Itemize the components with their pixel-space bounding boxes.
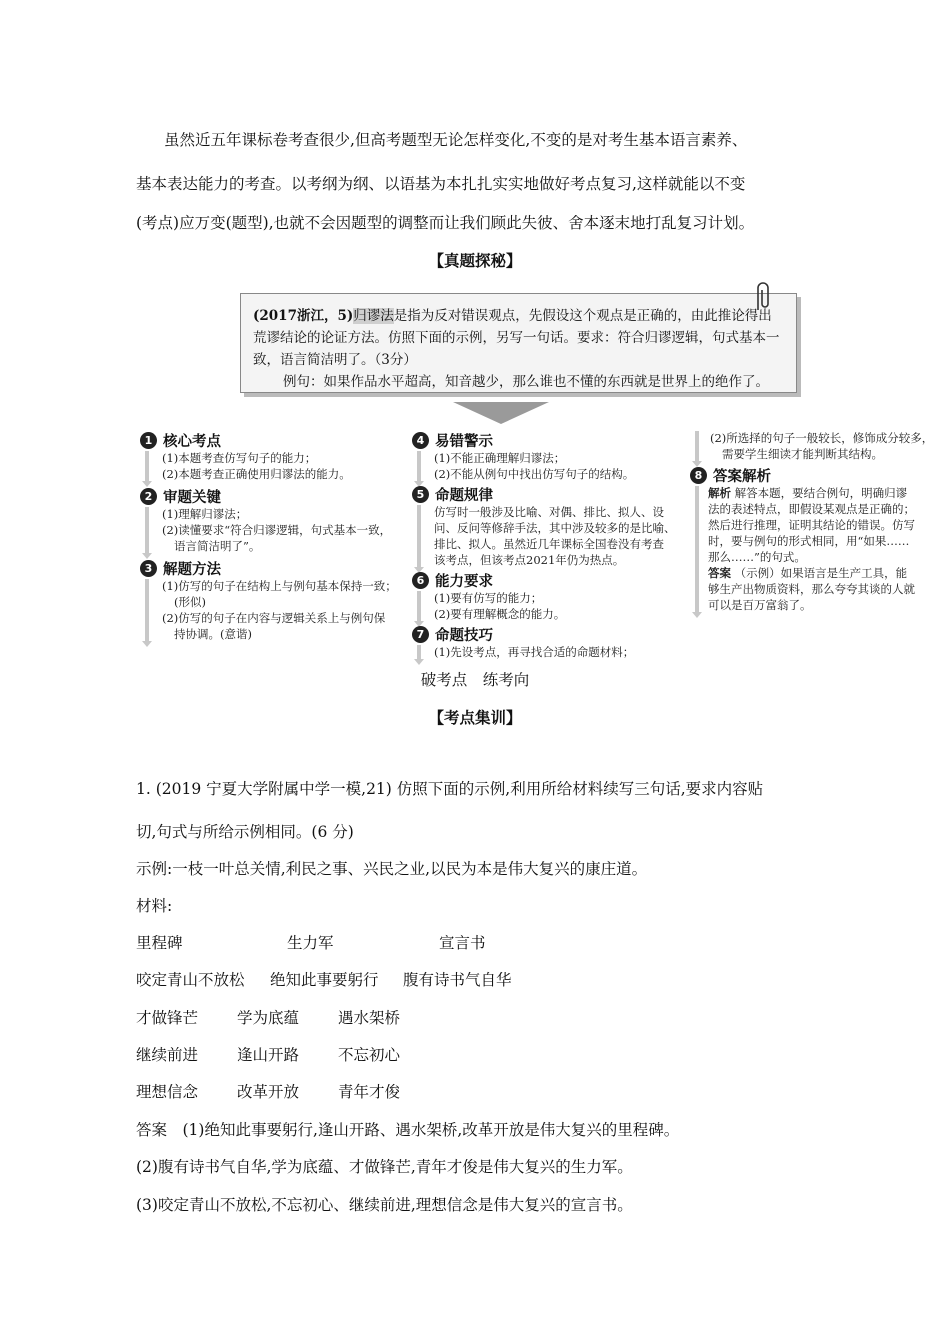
section-ability (412, 570, 697, 622)
number-badge-8: 8 (690, 467, 707, 484)
daan-line: 够生产出物质资料，那么夸夸其谈的人就 (708, 582, 915, 596)
heading-jixun: 【考点集训】 (428, 708, 522, 727)
arrow-bar (695, 431, 699, 462)
list-item: (形似) (174, 595, 206, 609)
list-item: (2)读懂要求“符合归谬逻辑，句式基本一致， (162, 523, 392, 537)
arrow-bar (417, 505, 421, 568)
material-cell: 学为底蕴 (237, 1009, 300, 1027)
daan-line: 可以是百万富翁了。 (708, 598, 812, 612)
number-badge-1: 1 (140, 432, 157, 449)
heading-po: 破考点 练考向 (420, 671, 530, 689)
list-item: (1)先设考点，再寻找合适的命题材料； (434, 645, 635, 659)
number-badge-5: 5 (412, 486, 429, 503)
section-title: 命题规律 (435, 487, 493, 504)
section-title: 命题技巧 (435, 627, 493, 644)
analysis-column-2 (412, 430, 697, 660)
analysis-column-3 (690, 430, 948, 613)
material-cell: 遇水架桥 (338, 1009, 401, 1027)
jiexi-label: 解析 (708, 486, 731, 500)
section-title: 易错警示 (435, 433, 493, 450)
jiexi-line: 那么……”的句式。 (708, 550, 806, 564)
section-errors (412, 430, 697, 482)
analysis-column-1 (140, 430, 410, 642)
question-term: 归谬法 (353, 308, 394, 324)
list-item: (1)仿写的句子在结构上与例句基本保持一致； (162, 579, 397, 593)
question-line-2: 荒谬结论的论证方法。仿照下面的示例，另写一句话。要求：符合归谬逻辑，句式基本一 (253, 330, 780, 346)
paperclip-icon (752, 280, 774, 312)
q1-material-label: 材料: (136, 897, 173, 915)
section-technique (412, 624, 697, 660)
jiexi-line: 解答本题，要结合例句，明确归谬 (734, 486, 908, 500)
arrow-bar (145, 579, 149, 642)
list-item: 排比、拟人。虽然近几年课标全国卷没有考查 (434, 537, 664, 551)
list-item: 问、反问等修辞手法，其中涉及较多的是比喻、 (434, 521, 676, 535)
material-cell: 绝知此事要躬行 (270, 971, 379, 989)
question-line-3: 致，语言简洁明了。（3分） (253, 352, 417, 368)
section-core-point (140, 430, 410, 482)
q1-answer-1: 答案 (1)绝知此事要躬行,逢山开路、遇水架桥,改革开放是伟大复兴的里程碑。 (136, 1121, 680, 1139)
section-title: 答案解析 (713, 468, 771, 485)
material-cell: 青年才俊 (338, 1083, 401, 1101)
section-title: 解题方法 (163, 561, 221, 578)
list-item: (2)本题考查正确使用归谬法的能力。 (162, 467, 351, 481)
material-cell: 理想信念 (136, 1083, 199, 1101)
question-box (240, 293, 797, 393)
list-item: (2)不能从例句中找出仿写句子的结构。 (434, 467, 635, 481)
list-item: (2)要有理解概念的能力。 (434, 607, 566, 621)
daan-line: （示例）如果语言是生产工具，能 (734, 566, 908, 580)
section-answer (690, 465, 948, 613)
daan-label: 答案 (708, 566, 731, 580)
intro-line-1: 虽然近五年课标卷考查很少,但高考题型无论怎样变化,不变的是对考生基本语言素养、 (164, 131, 748, 149)
q1-answer-2: (2)腹有诗书气自华,学为底蕴、才做锋芒,青年才俊是伟大复兴的生力军。 (136, 1158, 633, 1176)
arrow-bar (695, 486, 699, 613)
material-cell: 宣言书 (439, 934, 486, 952)
question-line-1-rest: 是指为反对错误观点，先假设这个观点是正确的，由此推论得出 (393, 308, 772, 324)
section-title: 能力要求 (435, 573, 493, 590)
question-line-1 (253, 304, 772, 324)
question-example: 例句：如果作品水平超高，知音越少，那么谁也不懂的东西就是世界上的绝作了。 (283, 374, 769, 390)
material-cell: 继续前进 (136, 1046, 199, 1064)
list-item: (2)所选择的句子一般较长，修饰成分较多， (710, 431, 934, 445)
list-item: 仿写时一般涉及比喻、对偶、排比、拟人、设 (434, 505, 664, 519)
number-badge-4: 4 (412, 432, 429, 449)
down-chevron-icon (453, 402, 549, 424)
arrow-bar (417, 451, 421, 482)
material-cell: 改革开放 (237, 1083, 300, 1101)
material-cell: 咬定青山不放松 (136, 971, 245, 989)
material-cell: 才做锋芒 (136, 1009, 199, 1027)
material-cell: 里程碑 (136, 934, 183, 952)
intro-line-2: 基本表达能力的考查。以考纲为纲、以语基为本扎扎实实地做好考点复习,这样就能以不变 (136, 175, 746, 193)
material-cell: 逢山开路 (237, 1046, 300, 1064)
jiexi-line: 然后进行推理，证明其结论的错误。仿写 (708, 518, 915, 532)
q1-line-1: 1. (2019 宁夏大学附属中学一模,21) 仿照下面的示例,利用所给材料续写三句话,要求内容贴 (136, 780, 764, 798)
arrow-bar (417, 591, 421, 622)
list-item: 需要学生细读才能判断其结构。 (722, 447, 883, 461)
number-badge-6: 6 (412, 572, 429, 589)
list-item: 持协调。(意谐) (174, 627, 252, 641)
material-cell: 生力军 (287, 934, 334, 952)
intro-line-3: (考点)应万变(题型),也就不会因题型的调整而让我们顾此失彼、舍本逐末地打乱复习计划。 (136, 214, 755, 232)
section-key-reading (140, 486, 410, 554)
jiexi-line: 法的表述特点，即假设某观点是正确的； (708, 502, 915, 516)
question-source: (2017浙江，5) (253, 308, 354, 324)
list-item: (1)不能正确理解归谬法； (434, 451, 566, 465)
number-badge-2: 2 (140, 488, 157, 505)
material-cell: 腹有诗书气自华 (403, 971, 512, 989)
section-patterns (412, 484, 697, 568)
arrow-bar (145, 451, 149, 482)
heading-zhenti: 【真题探秘】 (428, 251, 522, 270)
section-method (140, 558, 410, 642)
list-item: 语言简洁明了”。 (174, 539, 261, 553)
arrow-bar (417, 645, 421, 660)
q1-example: 示例:一枝一叶总关情,利民之事、兴民之业,以民为本是伟大复兴的康庄道。 (136, 860, 648, 878)
jiexi-line: 时，要与例句的形式相同，用“如果…… (708, 534, 910, 548)
number-badge-7: 7 (412, 626, 429, 643)
number-badge-3: 3 (140, 560, 157, 577)
list-item: (1)理解归谬法； (162, 507, 248, 521)
list-item: (1)本题考查仿写句子的能力； (162, 451, 317, 465)
section-title: 核心考点 (163, 433, 221, 450)
section-title: 审题关键 (163, 489, 221, 506)
list-item: 该考点，但该考点2021年仍为热点。 (434, 553, 625, 567)
q1-answer-3: (3)咬定青山不放松,不忘初心、继续前进,理想信念是伟大复兴的宣言书。 (136, 1196, 633, 1214)
arrow-bar (145, 507, 149, 554)
list-item: (2)仿写的句子在内容与逻辑关系上与例句保 (162, 611, 386, 625)
material-cell: 不忘初心 (338, 1046, 401, 1064)
list-item: (1)要有仿写的能力； (434, 591, 543, 605)
q1-line-2: 切,句式与所给示例相同。(6 分) (136, 823, 354, 841)
